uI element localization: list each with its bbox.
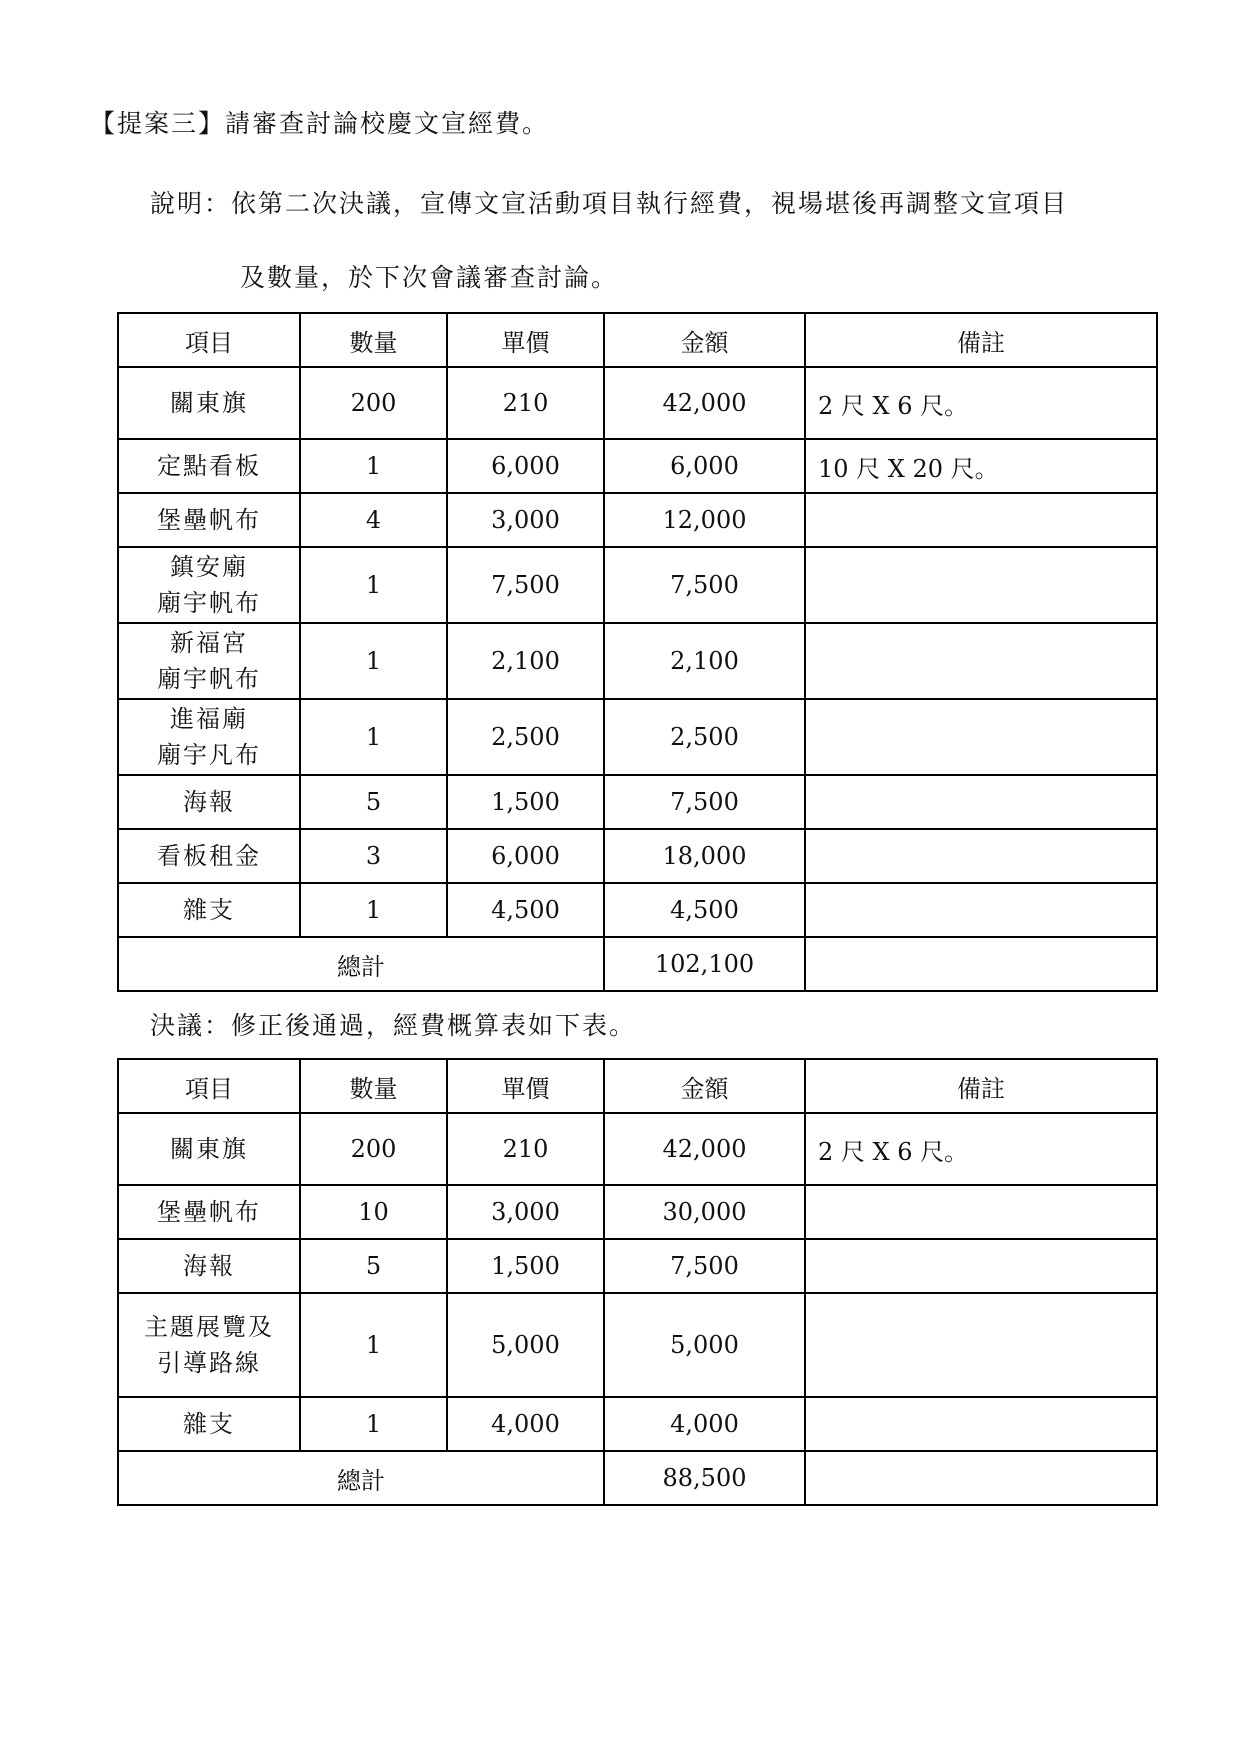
- cell-item: [118, 883, 300, 937]
- cell-quantity: 1: [300, 623, 447, 699]
- cell-unit-price: 4,000: [447, 1397, 604, 1451]
- cell-item-line: 鎮安廟: [170, 553, 248, 581]
- cell-item-line: 主題展覽及: [144, 1313, 274, 1341]
- cell-unit-price: 1,500: [447, 775, 604, 829]
- table-row: [118, 1239, 1157, 1293]
- cell-quantity: 1: [300, 547, 447, 623]
- cell-note: [805, 1397, 1157, 1451]
- cell-unit-price: 2,500: [447, 699, 604, 775]
- cell-note: [805, 493, 1157, 547]
- cell-item-line: 進福廟: [170, 705, 248, 733]
- cell-unit-price: 210: [447, 367, 604, 439]
- cell-note: [805, 883, 1157, 937]
- cell-note: [805, 1185, 1157, 1239]
- table-row: [118, 547, 1157, 623]
- header-amount: 金額: [604, 1059, 805, 1113]
- cell-note: [805, 699, 1157, 775]
- table-header-row: [118, 313, 1157, 367]
- total-amount: 102,100: [604, 937, 805, 991]
- cell-item-line: 堡壘帆布: [157, 1198, 261, 1226]
- cell-amount: 2,500: [604, 699, 805, 775]
- cell-amount: 42,000: [604, 367, 805, 439]
- cell-amount: 4,500: [604, 883, 805, 937]
- table-body: [118, 1113, 1157, 1451]
- table-row: [118, 439, 1157, 493]
- description-line-2: 及數量，於下次會議審查討論。: [240, 263, 619, 292]
- cell-quantity: 1: [300, 439, 447, 493]
- cell-item-line: 雜支: [183, 896, 235, 924]
- table-row: [118, 1113, 1157, 1185]
- cell-item-line: 廟宇凡布: [157, 741, 261, 769]
- table-row: [118, 1293, 1157, 1397]
- header-unit-price: 單價: [447, 1059, 604, 1113]
- cell-item-line: 關東旗: [170, 389, 248, 417]
- cell-quantity: 5: [300, 1239, 447, 1293]
- cell-item-line: 雜支: [183, 1410, 235, 1438]
- cell-amount: 6,000: [604, 439, 805, 493]
- header-item: 項目: [118, 313, 300, 367]
- cell-item: [118, 623, 300, 699]
- cell-unit-price: 4,500: [447, 883, 604, 937]
- cell-item: [118, 1185, 300, 1239]
- total-label: 總計: [118, 1451, 604, 1505]
- cell-item: [118, 493, 300, 547]
- resolution-text: 決議：修正後通過，經費概算表如下表。: [150, 1011, 637, 1040]
- table-row: [118, 1397, 1157, 1451]
- cell-amount: 30,000: [604, 1185, 805, 1239]
- cell-item: [118, 1113, 300, 1185]
- cell-note: [805, 775, 1157, 829]
- cell-note: [805, 1239, 1157, 1293]
- cell-item-line: 海報: [183, 1252, 235, 1280]
- cell-note: 2 尺 X 6 尺。: [805, 1113, 1157, 1185]
- cell-note: [805, 623, 1157, 699]
- cell-note: [805, 829, 1157, 883]
- revised-budget-table: [117, 1058, 1158, 1506]
- table-row: [118, 1185, 1157, 1239]
- cell-quantity: 1: [300, 883, 447, 937]
- table-row: [118, 775, 1157, 829]
- cell-item: [118, 699, 300, 775]
- cell-item: [118, 439, 300, 493]
- cell-quantity: 5: [300, 775, 447, 829]
- header-item: 項目: [118, 1059, 300, 1113]
- cell-unit-price: 7,500: [447, 547, 604, 623]
- header-unit-price: 單價: [447, 313, 604, 367]
- cell-item-line: 新福宮: [170, 629, 248, 657]
- cell-quantity: 4: [300, 493, 447, 547]
- table-row: [118, 699, 1157, 775]
- cell-note: [805, 1293, 1157, 1397]
- table-row: [118, 367, 1157, 439]
- header-quantity: 數量: [300, 313, 447, 367]
- cell-quantity: 10: [300, 1185, 447, 1239]
- total-note: [805, 937, 1157, 991]
- total-row: [118, 1451, 1157, 1505]
- cell-quantity: 3: [300, 829, 447, 883]
- cell-item-line: 廟宇帆布: [157, 665, 261, 693]
- header-quantity: 數量: [300, 1059, 447, 1113]
- cell-item: [118, 1293, 300, 1397]
- cell-amount: 4,000: [604, 1397, 805, 1451]
- cell-quantity: 1: [300, 1397, 447, 1451]
- cell-note: 10 尺 X 20 尺。: [805, 439, 1157, 493]
- cell-quantity: 200: [300, 1113, 447, 1185]
- cell-note: 2 尺 X 6 尺。: [805, 367, 1157, 439]
- table-row: [118, 493, 1157, 547]
- cell-quantity: 1: [300, 1293, 447, 1397]
- cell-unit-price: 1,500: [447, 1239, 604, 1293]
- cell-item: [118, 775, 300, 829]
- cell-item-line: 關東旗: [170, 1135, 248, 1163]
- header-amount: 金額: [604, 313, 805, 367]
- cell-unit-price: 210: [447, 1113, 604, 1185]
- table-row: [118, 829, 1157, 883]
- cell-amount: 5,000: [604, 1293, 805, 1397]
- cell-amount: 2,100: [604, 623, 805, 699]
- cell-item: [118, 547, 300, 623]
- description-line-1: 說明：依第二次決議，宣傳文宣活動項目執行經費，視場堪後再調整文宣項目: [150, 189, 1069, 218]
- cell-item-line: 廟宇帆布: [157, 589, 261, 617]
- cell-unit-price: 3,000: [447, 1185, 604, 1239]
- cell-item-line: 堡壘帆布: [157, 506, 261, 534]
- cell-item-line: 看板租金: [157, 842, 261, 870]
- cell-item: [118, 1397, 300, 1451]
- cell-item-line: 海報: [183, 788, 235, 816]
- cell-amount: 7,500: [604, 775, 805, 829]
- table-row: [118, 883, 1157, 937]
- total-amount: 88,500: [604, 1451, 805, 1505]
- header-note: 備註: [805, 1059, 1157, 1113]
- cell-amount: 7,500: [604, 547, 805, 623]
- total-label: 總計: [118, 937, 604, 991]
- table-body: [118, 367, 1157, 937]
- cell-item-line: 定點看板: [157, 452, 261, 480]
- cell-amount: 42,000: [604, 1113, 805, 1185]
- cell-item: [118, 829, 300, 883]
- cell-unit-price: 6,000: [447, 829, 604, 883]
- total-row: [118, 937, 1157, 991]
- cell-unit-price: 3,000: [447, 493, 604, 547]
- cell-item-line: 引導路線: [157, 1349, 261, 1377]
- cell-unit-price: 2,100: [447, 623, 604, 699]
- cell-amount: 7,500: [604, 1239, 805, 1293]
- cell-unit-price: 5,000: [447, 1293, 604, 1397]
- header-note: 備註: [805, 313, 1157, 367]
- cell-amount: 12,000: [604, 493, 805, 547]
- cell-item: [118, 367, 300, 439]
- cell-quantity: 200: [300, 367, 447, 439]
- total-note: [805, 1451, 1157, 1505]
- cell-item: [118, 1239, 300, 1293]
- cell-unit-price: 6,000: [447, 439, 604, 493]
- original-budget-table: [117, 312, 1158, 992]
- proposal-title: 【提案三】請審查討論校慶文宣經費。: [90, 109, 550, 138]
- cell-note: [805, 547, 1157, 623]
- table-row: [118, 623, 1157, 699]
- cell-quantity: 1: [300, 699, 447, 775]
- table-header-row: [118, 1059, 1157, 1113]
- cell-amount: 18,000: [604, 829, 805, 883]
